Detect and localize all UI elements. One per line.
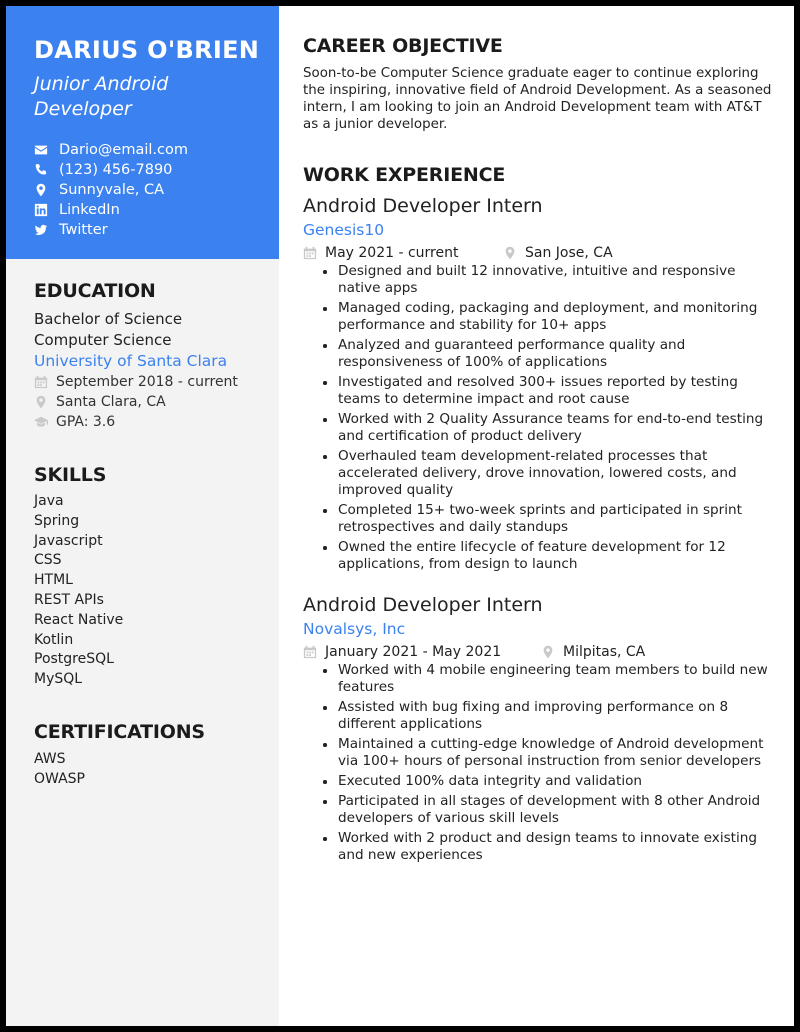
- skill-item: HTML: [34, 572, 73, 589]
- job-dates: [303, 245, 503, 261]
- bullet-item: Designed and built 12 innovative, intuitive and responsive native apps: [303, 263, 778, 297]
- skills-list: [34, 492, 123, 690]
- education-location-text: Santa Clara, CA: [56, 393, 166, 410]
- bullet-item: Overhauled team development-related processes that accelerated delivery, drove innovation, lowered costs, and improved quality: [303, 448, 778, 499]
- calendar-icon: [34, 375, 48, 389]
- contact-text: Twitter: [59, 222, 108, 238]
- education-section: [34, 309, 238, 432]
- job-dates-text: May 2021 - current: [325, 245, 459, 261]
- certifications-list: [34, 750, 85, 790]
- skill-item: Kotlin: [34, 631, 74, 648]
- job-meta: [303, 243, 778, 263]
- job-title: Android Developer Intern: [303, 594, 543, 616]
- certification-item: AWS: [34, 751, 66, 767]
- field-of-study: Computer Science: [34, 331, 172, 349]
- education-heading: EDUCATION: [34, 280, 156, 302]
- company-name: Novalsys, Inc: [303, 620, 406, 638]
- bullet-item: Worked with 2 Quality Assurance teams for end-to-end testing and certification of product delivery: [303, 411, 778, 445]
- candidate-role: Junior Android Developer: [34, 73, 169, 120]
- contact-text: Dario@email.com: [59, 142, 188, 158]
- bullet-item: Owned the entire lifecycle of feature development for 12 applications, from design to launch: [303, 539, 778, 573]
- certifications-heading: CERTIFICATIONS: [34, 721, 205, 743]
- profile-header: [6, 6, 279, 259]
- contact-list: [34, 140, 188, 240]
- experience-heading: WORK EXPERIENCE: [303, 164, 506, 186]
- contact-phone[interactable]: [34, 160, 188, 180]
- objective-heading: CAREER OBJECTIVE: [303, 35, 503, 57]
- job-location: [503, 245, 613, 261]
- bullet-item: Executed 100% data integrity and validation: [303, 773, 778, 790]
- school-name: University of Santa Clara: [34, 352, 228, 370]
- education-gpa: [34, 412, 238, 432]
- education-location: [34, 392, 238, 412]
- skill-item: MySQL: [34, 671, 83, 688]
- phone-icon: [34, 163, 48, 177]
- skills-heading: SKILLS: [34, 464, 107, 486]
- contact-text: (123) 456-7890: [59, 162, 173, 178]
- job-entry: [303, 195, 778, 576]
- bullet-item: Investigated and resolved 300+ issues reported by testing teams to determine impact and root cause: [303, 374, 778, 408]
- contact-twitter[interactable]: [34, 220, 188, 240]
- bullet-item: Managed coding, packaging and deployment, and monitoring performance and stability for 10+ apps: [303, 300, 778, 334]
- sidebar: [6, 6, 279, 1026]
- bullet-item: Maintained a cutting-edge knowledge of Android development via 100+ hours of personal instruction from senior developers: [303, 736, 778, 770]
- job-location: [541, 644, 645, 660]
- skill-item: CSS: [34, 552, 62, 569]
- job-dates: [303, 644, 541, 660]
- company-name: Genesis10: [303, 221, 385, 239]
- calendar-icon: [303, 246, 317, 260]
- education-dates: [34, 372, 238, 392]
- skill-item: REST APIs: [34, 591, 104, 608]
- twitter-icon: [34, 223, 48, 237]
- bullet-item: Worked with 4 mobile engineering team members to build new features: [303, 662, 778, 696]
- bullet-item: Worked with 2 product and design teams to innovate existing and new experiences: [303, 830, 778, 864]
- education-gpa-text: GPA: 3.6: [56, 413, 116, 430]
- bullet-item: Analyzed and guaranteed performance quality and responsiveness of 100% of applications: [303, 337, 778, 371]
- job-meta: [303, 642, 778, 662]
- main-content: [279, 6, 794, 1026]
- contact-email[interactable]: [34, 140, 188, 160]
- envelope-icon: [34, 143, 48, 157]
- location-pin-icon: [541, 645, 555, 659]
- objective-text: Soon-to-be Computer Science graduate eager to continue exploring the inspiring, innovative field of Android Development. As a seasoned intern, I am looking to join an Android Development team with AT&T as a junior developer.: [303, 66, 772, 132]
- job-bullets: [303, 662, 778, 864]
- resume-page: [6, 6, 794, 1026]
- certification-item: OWASP: [34, 770, 86, 787]
- contact-text: LinkedIn: [59, 202, 120, 218]
- job-location-text: San Jose, CA: [525, 245, 613, 261]
- skill-item: React Native: [34, 611, 124, 628]
- contact-linkedin[interactable]: [34, 200, 188, 220]
- location-pin-icon: [34, 183, 48, 197]
- bullet-item: Participated in all stages of development with 8 other Android developers of various skill levels: [303, 793, 778, 827]
- education-dates-text: September 2018 - current: [56, 373, 238, 390]
- job-title: Android Developer Intern: [303, 195, 543, 217]
- calendar-icon: [303, 645, 317, 659]
- linkedin-icon: [34, 203, 48, 217]
- candidate-name: DARIUS O'BRIEN: [34, 36, 260, 64]
- contact-location: [34, 180, 188, 200]
- job-bullets: [303, 263, 778, 573]
- skill-item: Spring: [34, 512, 80, 529]
- skill-item: PostgreSQL: [34, 651, 114, 668]
- bullet-item: Completed 15+ two-week sprints and participated in sprint retrospectives and daily standups: [303, 502, 778, 536]
- skill-item: Javascript: [34, 532, 103, 549]
- job-dates-text: January 2021 - May 2021: [325, 644, 502, 660]
- skill-item: Java: [34, 493, 64, 509]
- bullet-item: Assisted with bug fixing and improving performance on 8 different applications: [303, 699, 778, 733]
- degree: Bachelor of Science: [34, 310, 183, 328]
- location-pin-icon: [503, 246, 517, 260]
- job-entry: [303, 594, 778, 867]
- job-location-text: Milpitas, CA: [563, 644, 646, 660]
- contact-text: Sunnyvale, CA: [59, 182, 165, 198]
- location-pin-icon: [34, 395, 48, 409]
- graduation-cap-icon: [34, 415, 48, 429]
